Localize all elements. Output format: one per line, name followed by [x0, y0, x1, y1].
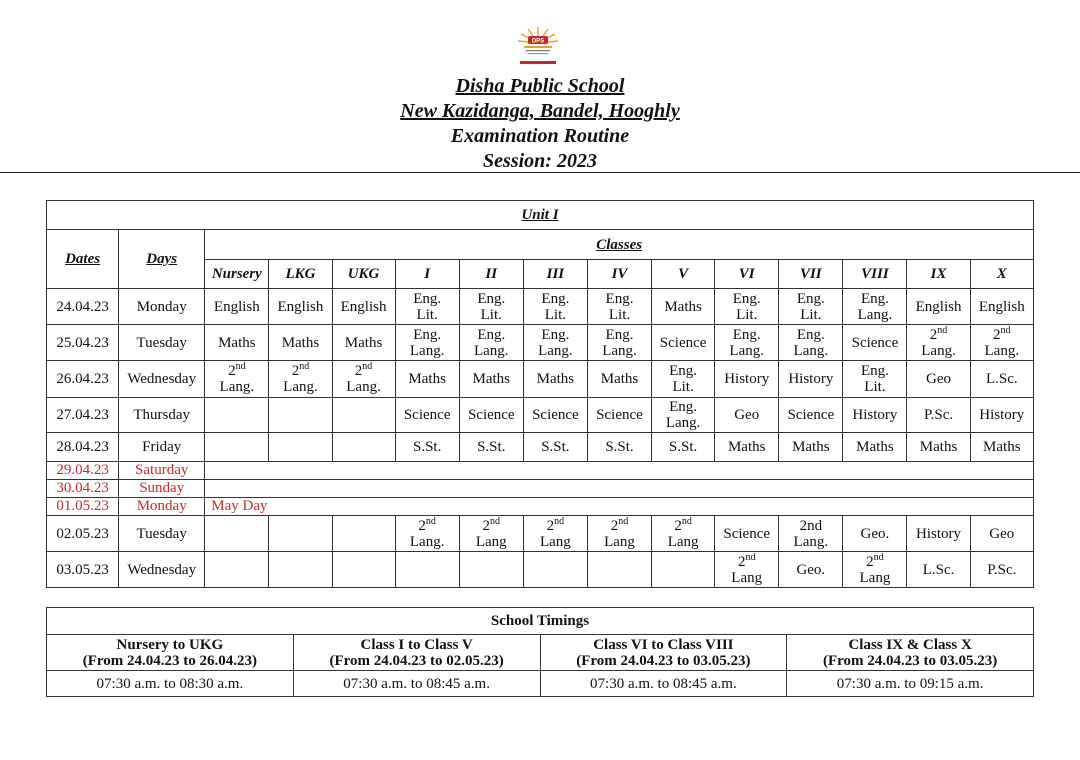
- cell-line: S.St.: [605, 439, 634, 455]
- exam-subject: [205, 552, 269, 588]
- exam-day: Wednesday: [119, 552, 205, 588]
- cell-line: Eng.: [732, 290, 761, 307]
- exam-subject: [970, 516, 1033, 552]
- holiday-day: Monday: [119, 498, 205, 516]
- exam-subject: [970, 398, 1033, 433]
- cell-line: 2nd: [993, 324, 1011, 343]
- cell-line: Lang.: [283, 379, 318, 395]
- exam-subject: [652, 552, 715, 588]
- timing-value: 07:30 a.m. to 08:45 a.m.: [540, 671, 787, 697]
- cell-line: 2nd: [799, 517, 823, 534]
- exam-day: Wednesday: [119, 361, 205, 398]
- timing-group-name: Class I to Class V: [360, 636, 473, 653]
- exam-subject: [652, 516, 715, 552]
- header-row: [47, 230, 1034, 260]
- exam-day: Tuesday: [119, 516, 205, 552]
- exam-date: 25.04.23: [47, 325, 119, 361]
- cell-line: Lang.: [473, 342, 509, 359]
- classes-header: Classes: [205, 230, 1034, 260]
- cell-line: Maths: [408, 371, 446, 387]
- cell-line: Eng.: [860, 363, 889, 379]
- exam-subject: [269, 325, 332, 361]
- exam-subject: [907, 289, 970, 325]
- exam-subject: [332, 361, 395, 398]
- exam-subject: [332, 325, 395, 361]
- cell-line: Eng.: [796, 290, 825, 307]
- exam-subject: [332, 289, 395, 325]
- cell-line: 2nd: [418, 515, 436, 534]
- exam-subject: [587, 361, 651, 398]
- superscript: nd: [1000, 324, 1011, 336]
- exam-subject: [205, 433, 269, 462]
- holiday-row: [47, 480, 1034, 498]
- cell-line: Maths: [983, 439, 1021, 455]
- superscript: nd: [745, 551, 756, 563]
- holiday-note: May Day: [205, 498, 1034, 516]
- school-logo: [516, 25, 560, 65]
- cell-line: Lit.: [544, 306, 566, 323]
- cell-line: Lit.: [672, 379, 694, 395]
- exam-subject: [715, 433, 779, 462]
- unit-row: [47, 201, 1034, 230]
- exam-subject: [523, 289, 587, 325]
- timing-group-range: (From 24.04.23 to 03.05.23): [576, 652, 751, 669]
- cell-line: Maths: [218, 334, 256, 351]
- exam-subject: [843, 325, 907, 361]
- exam-subject: [459, 325, 523, 361]
- exam-subject: [395, 552, 459, 588]
- exam-subject: [395, 398, 459, 433]
- class-header: LKG: [269, 260, 332, 289]
- exam-subject: [269, 552, 332, 588]
- cell-line: Science: [787, 407, 835, 423]
- exam-subject: [779, 325, 843, 361]
- exam-subject: [907, 433, 970, 462]
- cell-line: Geo: [734, 407, 760, 423]
- cell-line: Maths: [536, 371, 575, 387]
- routine-title: Examination Routine: [450, 125, 630, 147]
- cell-line: Maths: [344, 334, 383, 351]
- exam-subject: [587, 289, 651, 325]
- cell-line: Lang.: [602, 342, 637, 359]
- cell-line: Science: [467, 407, 515, 423]
- cell-line: Lang: [731, 569, 763, 586]
- timing-group-range: (From 24.04.23 to 02.05.23): [329, 652, 504, 669]
- cell-line: S.St.: [412, 439, 442, 455]
- cell-line: Maths: [664, 298, 702, 315]
- holiday-note: [205, 480, 1034, 498]
- cell-line: Lang.: [665, 415, 701, 431]
- cell-line: Eng.: [669, 399, 698, 415]
- exam-subject: [652, 361, 715, 398]
- exam-subject: [523, 433, 587, 462]
- cell-line: Lang.: [219, 379, 255, 395]
- cell-line: English: [978, 298, 1025, 315]
- cell-line: 2nd: [610, 515, 629, 534]
- cell-line: History: [916, 525, 962, 542]
- cell-line: Lang.: [409, 342, 445, 359]
- school-address: New Kazidanga, Bandel, Hooghly: [400, 100, 680, 122]
- cell-line: Lang: [667, 533, 699, 550]
- cell-line: History: [788, 371, 834, 387]
- cell-line: L.Sc.: [922, 561, 955, 578]
- exam-subject: [523, 516, 587, 552]
- cell-line: Geo: [926, 371, 952, 387]
- exam-row: [47, 289, 1034, 325]
- cell-line: 2nd: [929, 324, 948, 343]
- timings-values-row: [47, 671, 1034, 697]
- exam-subject: [715, 325, 779, 361]
- cell-line: Eng.: [796, 326, 825, 343]
- exam-subject: [332, 398, 395, 433]
- exam-subject: [269, 398, 332, 433]
- class-header: UKG: [332, 260, 395, 289]
- cell-line: Maths: [919, 439, 958, 455]
- cell-line: Eng.: [732, 326, 761, 343]
- cell-line: Maths: [856, 439, 894, 455]
- exam-subject: [269, 516, 332, 552]
- cell-line: English: [277, 298, 324, 315]
- exam-subject: [843, 552, 907, 588]
- timing-group-name: Class VI to Class VIII: [593, 636, 734, 653]
- cell-line: Eng.: [605, 290, 634, 307]
- class-header: III: [523, 260, 587, 289]
- exam-row: [47, 361, 1034, 398]
- cell-line: Eng.: [669, 363, 698, 379]
- cell-line: Eng.: [541, 290, 570, 307]
- cell-line: Lang.: [409, 533, 445, 550]
- holiday-date: 01.05.23: [47, 498, 119, 516]
- cell-line: English: [340, 298, 387, 315]
- exam-row: [47, 552, 1034, 588]
- class-header: VI: [715, 260, 779, 289]
- school-timings-table: [46, 607, 1034, 697]
- exam-subject: [970, 361, 1033, 398]
- cell-line: Science: [403, 407, 451, 423]
- exam-subject: [459, 516, 523, 552]
- holiday-date: 30.04.23: [47, 480, 119, 498]
- exam-subject: [907, 552, 970, 588]
- exam-subject: [587, 398, 651, 433]
- exam-subject: [843, 289, 907, 325]
- timings-title-row: [47, 608, 1034, 635]
- exam-row: [47, 433, 1034, 462]
- cell-line: Eng.: [477, 326, 506, 343]
- cell-line: Lang.: [538, 342, 573, 359]
- exam-subject: [395, 516, 459, 552]
- timings-title: School Timings: [47, 608, 1034, 635]
- class-header: I: [395, 260, 459, 289]
- cell-line: Lang.: [346, 379, 381, 395]
- cell-line: 2nd: [354, 361, 373, 379]
- cell-line: Lit.: [864, 379, 886, 395]
- cell-line: Geo.: [796, 561, 826, 578]
- class-header: IV: [587, 260, 651, 289]
- exam-subject: [523, 325, 587, 361]
- class-header: X: [970, 260, 1033, 289]
- exam-subject: [970, 433, 1033, 462]
- exam-date: 26.04.23: [47, 361, 119, 398]
- exam-subject: [587, 516, 651, 552]
- cell-line: Science: [851, 334, 899, 351]
- cell-line: Lit.: [608, 306, 631, 323]
- class-header: II: [459, 260, 523, 289]
- cell-line: Maths: [727, 439, 766, 455]
- exam-subject: [205, 361, 269, 398]
- exam-subject: [779, 433, 843, 462]
- exam-subject: [779, 516, 843, 552]
- class-header: V: [652, 260, 715, 289]
- cell-line: Lang.: [793, 342, 829, 359]
- cell-line: Eng.: [477, 290, 506, 307]
- cell-line: 2nd: [228, 361, 246, 379]
- superscript: nd: [235, 361, 246, 372]
- exam-subject: [843, 516, 907, 552]
- exam-subject: [652, 325, 715, 361]
- cell-line: Maths: [281, 334, 320, 351]
- exam-subject: [779, 289, 843, 325]
- exam-subject: [907, 361, 970, 398]
- cell-line: 2nd: [737, 551, 756, 570]
- exam-subject: [269, 433, 332, 462]
- timing-group-name: Nursery to UKG: [116, 636, 224, 653]
- cell-line: Lang.: [793, 533, 829, 550]
- exam-subject: [970, 289, 1033, 325]
- cell-line: Science: [659, 334, 707, 351]
- exam-subject: [907, 516, 970, 552]
- timing-value: 07:30 a.m. to 09:15 a.m.: [787, 671, 1034, 697]
- cell-line: Eng.: [413, 326, 442, 343]
- cell-line: 2nd: [291, 361, 310, 379]
- cell-line: Lang: [604, 533, 635, 550]
- exam-subject: [332, 516, 395, 552]
- cell-line: English: [915, 298, 962, 315]
- exam-date: 03.05.23: [47, 552, 119, 588]
- exam-subject: [715, 516, 779, 552]
- holiday-day: Sunday: [119, 480, 205, 498]
- cell-line: Science: [532, 407, 579, 423]
- exam-subject: [459, 398, 523, 433]
- exam-subject: [779, 361, 843, 398]
- exam-subject: [587, 325, 651, 361]
- exam-subject: [269, 289, 332, 325]
- cell-line: Lang.: [857, 306, 893, 323]
- exam-day: Friday: [119, 433, 205, 462]
- exam-subject: [843, 433, 907, 462]
- cell-line: Lang.: [729, 342, 764, 359]
- exam-date: 24.04.23: [47, 289, 119, 325]
- cell-line: Eng.: [413, 290, 442, 307]
- days-header: Days: [119, 230, 205, 289]
- superscript: nd: [490, 515, 501, 527]
- exam-subject: [205, 289, 269, 325]
- header-divider: [0, 172, 1080, 173]
- cell-line: 2nd: [546, 515, 565, 534]
- superscript: nd: [425, 515, 436, 527]
- exam-day: Thursday: [119, 398, 205, 433]
- cell-line: Geo: [989, 525, 1015, 542]
- cell-line: Lit.: [800, 306, 822, 323]
- exam-subject: [459, 289, 523, 325]
- cell-line: S.St.: [477, 439, 506, 455]
- timing-group-name: Class IX & Class X: [848, 636, 972, 653]
- cell-line: Lang: [539, 533, 571, 550]
- holiday-date: 29.04.23: [47, 462, 119, 480]
- cell-line: Lit.: [416, 306, 438, 323]
- cell-line: Maths: [792, 439, 830, 455]
- exam-subject: [459, 433, 523, 462]
- cell-line: Science: [723, 525, 771, 542]
- session-label: Session: 2023: [483, 150, 597, 172]
- exam-subject: [779, 552, 843, 588]
- exam-subject: [652, 433, 715, 462]
- exam-subject: [523, 398, 587, 433]
- class-header: Nursery: [205, 260, 269, 289]
- exam-subject: [395, 361, 459, 398]
- cell-line: Eng.: [605, 326, 634, 343]
- class-header: VII: [779, 260, 843, 289]
- timing-group-range: (From 24.04.23 to 26.04.23): [82, 652, 258, 669]
- exam-subject: [587, 552, 651, 588]
- cell-line: Lang: [859, 569, 891, 586]
- exam-date: 28.04.23: [47, 433, 119, 462]
- superscript: nd: [618, 515, 629, 527]
- school-name: Disha Public School: [455, 75, 625, 97]
- cell-line: Lit.: [736, 306, 758, 323]
- exam-subject: [587, 433, 651, 462]
- timing-value: 07:30 a.m. to 08:45 a.m.: [293, 671, 540, 697]
- exam-row: [47, 325, 1034, 361]
- exam-subject: [652, 289, 715, 325]
- timing-value: 07:30 a.m. to 08:30 a.m.: [47, 671, 294, 697]
- exam-subject: [205, 516, 269, 552]
- holiday-note: [205, 462, 1034, 480]
- superscript: nd: [681, 515, 692, 527]
- exam-subject: [843, 361, 907, 398]
- exam-date: 02.05.23: [47, 516, 119, 552]
- exam-subject: [970, 552, 1033, 588]
- cell-line: Eng.: [860, 290, 889, 307]
- exam-subject: [779, 398, 843, 433]
- cell-line: Lit.: [480, 306, 502, 323]
- exam-subject: [715, 361, 779, 398]
- exam-subject: [715, 398, 779, 433]
- exam-row: [47, 398, 1034, 433]
- exam-row: [47, 516, 1034, 552]
- cell-line: Maths: [600, 371, 639, 387]
- cell-line: Geo.: [860, 525, 890, 542]
- cell-line: 2nd: [674, 515, 692, 534]
- superscript: nd: [362, 361, 373, 372]
- exam-subject: [715, 289, 779, 325]
- cell-line: P.Sc.: [923, 407, 954, 423]
- exam-subject: [459, 361, 523, 398]
- cell-line: English: [213, 298, 260, 315]
- exam-subject: [395, 289, 459, 325]
- cell-line: Lang.: [984, 342, 1020, 359]
- exam-subject: [652, 398, 715, 433]
- exam-subject: [907, 325, 970, 361]
- holiday-row: [47, 498, 1034, 516]
- exam-subject: [332, 433, 395, 462]
- logo-text: DPS: [531, 38, 545, 45]
- exam-subject: [205, 325, 269, 361]
- exam-routine-table: [46, 200, 1034, 588]
- exam-subject: [843, 398, 907, 433]
- exam-subject: [907, 398, 970, 433]
- cell-line: History: [979, 407, 1025, 423]
- dates-header: Dates: [47, 230, 119, 289]
- class-header: VIII: [843, 260, 907, 289]
- superscript: nd: [554, 515, 565, 527]
- exam-subject: [523, 361, 587, 398]
- exam-subject: [715, 552, 779, 588]
- superscript: nd: [937, 324, 948, 336]
- cell-line: 2nd: [866, 551, 884, 570]
- superscript: nd: [873, 551, 884, 563]
- exam-subject: [269, 361, 332, 398]
- cell-line: 2nd: [482, 515, 501, 534]
- exam-subject: [395, 433, 459, 462]
- exam-subject: [523, 552, 587, 588]
- exam-subject: [332, 552, 395, 588]
- timing-group-header: [293, 635, 540, 671]
- cell-line: History: [852, 407, 898, 423]
- superscript: nd: [299, 361, 310, 372]
- cell-line: Eng.: [541, 326, 570, 343]
- cell-line: L.Sc.: [985, 371, 1018, 387]
- cell-line: P.Sc.: [987, 561, 1017, 578]
- holiday-row: [47, 462, 1034, 480]
- cell-line: S.St.: [541, 439, 570, 455]
- exam-subject: [395, 325, 459, 361]
- class-header: IX: [907, 260, 970, 289]
- cell-line: Lang: [475, 533, 507, 550]
- exam-subject: [459, 552, 523, 588]
- holiday-day: Saturday: [119, 462, 205, 480]
- cell-line: Science: [596, 407, 643, 423]
- exam-date: 27.04.23: [47, 398, 119, 433]
- unit-title: Unit I: [47, 201, 1034, 230]
- exam-day: Monday: [119, 289, 205, 325]
- timing-group-range: (From 24.04.23 to 03.05.23): [822, 652, 998, 669]
- cell-line: S.St.: [668, 439, 698, 455]
- exam-subject: [970, 325, 1033, 361]
- cell-line: Maths: [472, 371, 511, 387]
- timings-groups-row: [47, 635, 1034, 671]
- cell-line: History: [724, 371, 770, 387]
- exam-subject: [205, 398, 269, 433]
- timing-group-header: [787, 635, 1034, 671]
- cell-line: Lang.: [921, 342, 956, 359]
- exam-day: Tuesday: [119, 325, 205, 361]
- timing-group-header: [47, 635, 294, 671]
- timing-group-header: [540, 635, 787, 671]
